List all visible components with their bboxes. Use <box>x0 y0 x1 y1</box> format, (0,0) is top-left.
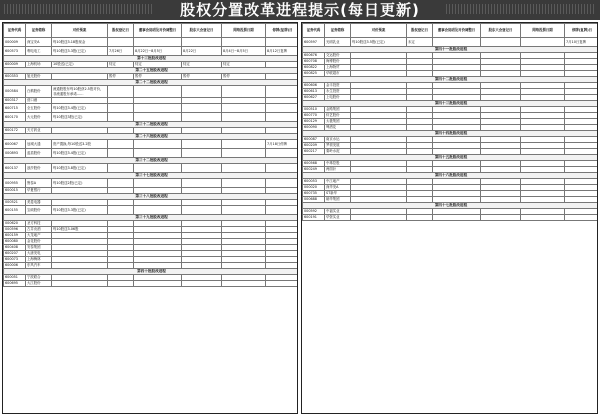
column-header: 董事会说明及对价调整日 <box>433 24 481 38</box>
table-cell <box>481 38 521 47</box>
table-cell <box>108 206 134 215</box>
table-cell <box>266 38 299 47</box>
table-cell: 每10股送3.3股(已定) <box>52 206 108 215</box>
table-cell <box>108 140 134 149</box>
table-cell: 600090 <box>303 125 325 131</box>
table-cell: 美菱电器 <box>26 200 52 206</box>
table-cell <box>182 179 222 188</box>
table-cell: 罗顿发展 <box>325 143 351 149</box>
table-cell: 600155 <box>4 206 26 215</box>
table-cell: 金丰投资 <box>325 83 351 89</box>
table-cell <box>222 206 266 215</box>
table-cell: 流通股股东每10股获2.5股对价，非流通股东承诺…… <box>52 86 108 98</box>
table-cell: 资产置换,每10股送3.2股 <box>52 140 108 149</box>
table-cell: 暂停 <box>222 74 266 80</box>
table-cell: 600087 <box>303 137 325 143</box>
table-cell: 600695 <box>4 281 26 287</box>
table-cell: 000020 <box>303 185 325 191</box>
table-row <box>4 47 299 56</box>
table-cell: 待定 <box>134 62 182 68</box>
table-cell: 古井贡酒 <box>26 227 52 233</box>
section-heading: 第四十批股改进程 <box>4 269 299 275</box>
table-cell: 600568 <box>303 161 325 167</box>
table-cell <box>266 86 299 98</box>
table-cell <box>134 149 182 158</box>
table-cell <box>266 113 299 122</box>
table-cell <box>182 104 222 113</box>
table-cell <box>108 86 134 98</box>
column-header: 证券简称 <box>325 24 351 38</box>
table-cell: 啤酒花 <box>325 125 351 131</box>
table-row <box>4 104 299 113</box>
table-cell: 7月18日停牌 <box>266 140 299 149</box>
page-title: 股权分置改革进程提示(每日更新) <box>180 1 420 19</box>
section-heading: 第四十一批股改进程 <box>303 47 599 53</box>
table-cell <box>134 104 182 113</box>
section-heading: 第三十九批股改进程 <box>4 215 299 221</box>
table-cell: 华资实业 <box>325 215 351 221</box>
right-reform-table <box>302 23 598 221</box>
table-cell: 600080 <box>4 239 26 245</box>
table-cell <box>222 164 266 173</box>
table-cell <box>108 38 134 47</box>
table-cell: 600137 <box>4 164 26 173</box>
column-header: 停牌(复牌)日 <box>565 24 599 38</box>
table-cell: 上海机场 <box>26 62 52 68</box>
table-cell: 上电股份 <box>325 95 351 101</box>
section-heading: 第四十四批股改进程 <box>303 131 599 137</box>
table-cell <box>182 38 222 47</box>
table-cell: 蓝盾股份 <box>26 149 52 158</box>
table-cell: 冠城大通 <box>26 140 52 149</box>
table-cell: 金花股份 <box>26 239 52 245</box>
table-row <box>4 149 299 158</box>
table-row <box>303 215 599 221</box>
table-cell <box>108 104 134 113</box>
column-header: 股东大会登记日 <box>182 24 222 38</box>
table-cell: 全五股份 <box>26 104 52 113</box>
table-cell: 600676 <box>303 53 325 59</box>
table-cell: 旭光股份 <box>26 74 52 80</box>
table-cell: 600606 <box>303 83 325 89</box>
table-cell <box>222 281 266 287</box>
table-cell: 每10股送3.8股(已定) <box>52 164 108 173</box>
section-heading: 第二十六批股改进程 <box>4 134 299 140</box>
section-heading: 第四十五批股改进程 <box>303 155 599 161</box>
column-header: 对价预案 <box>351 24 407 38</box>
table-cell <box>182 86 222 98</box>
table-cell <box>134 140 182 149</box>
table-cell: 600770 <box>303 113 325 119</box>
table-cell: 600627 <box>303 95 325 101</box>
table-cell: 000893 <box>4 149 26 158</box>
table-cell <box>521 215 565 221</box>
table-cell: 综艺股份 <box>325 113 351 119</box>
table-cell <box>134 86 182 98</box>
table-cell <box>521 38 565 47</box>
table-cell: 000521 <box>4 200 26 206</box>
table-cell: 600006 <box>4 263 26 269</box>
table-cell: 600353 <box>4 74 26 80</box>
section-heading: 第十三批股改进程 <box>4 56 299 62</box>
table-row <box>4 164 299 173</box>
table-cell: 每10股送3.4股(已定) <box>52 149 108 158</box>
column-header: 停牌(复牌)日 <box>266 24 299 38</box>
table-cell: 600249 <box>303 167 325 173</box>
table-cell <box>108 179 134 188</box>
column-header: 股权登记日 <box>407 24 433 38</box>
table-cell: 待定 <box>108 62 134 68</box>
table-cell <box>182 113 222 122</box>
table-cell <box>222 149 266 158</box>
table-cell: 海博股份 <box>325 59 351 65</box>
table-cell: 每10股送3.18股现金 <box>52 38 108 47</box>
table-row <box>4 38 299 47</box>
column-header: 证券代码 <box>303 24 325 38</box>
table-cell <box>134 164 182 173</box>
table-cell: 8月22日~8月5日 <box>134 47 182 56</box>
left-panel <box>2 22 298 414</box>
table-cell <box>222 179 266 188</box>
table-cell: 南京水运 <box>325 137 351 143</box>
table-cell <box>134 113 182 122</box>
table-cell: 600191 <box>303 215 325 221</box>
table-cell: 600708 <box>303 59 325 65</box>
table-cell: 大龙地产 <box>26 233 52 239</box>
table-cell: 8月4日~8月5日 <box>222 47 266 56</box>
table-row <box>4 140 299 149</box>
table-cell: 600015 <box>4 188 26 194</box>
table-cell: 大江股份 <box>26 281 52 287</box>
column-header: 网络投票日期 <box>521 24 565 38</box>
table-cell: 中福实业 <box>325 209 351 215</box>
table-cell: 待定 <box>222 62 266 68</box>
table-cell <box>52 281 108 287</box>
table-cell: 600408 <box>4 245 26 251</box>
table-row <box>4 179 299 188</box>
section-heading: 第三十二批股改进程 <box>4 158 299 164</box>
table-cell: 秦岭水泥 <box>325 149 351 155</box>
header-banner <box>0 0 600 20</box>
table-cell: 圣方科技 <box>26 221 52 227</box>
table-cell: 600170 <box>4 113 26 122</box>
table-cell: 浪莎股份 <box>26 164 52 173</box>
column-header: 网络投票日期 <box>222 24 266 38</box>
table-row <box>4 113 299 122</box>
table-cell: 暂停 <box>134 74 182 80</box>
table-cell: 600159 <box>4 233 26 239</box>
table-cell: 永生投资 <box>325 89 351 95</box>
table-cell: 大元股份 <box>26 113 52 122</box>
table-cell <box>351 215 407 221</box>
table-cell: 光明乳业 <box>325 38 351 47</box>
table-cell <box>134 206 182 215</box>
table-cell: 000584 <box>4 86 26 98</box>
table-cell: 600053 <box>303 179 325 185</box>
table-cell: 8月22日 <box>182 47 222 56</box>
section-heading: 第四十六批股改进程 <box>303 173 599 179</box>
table-cell: 000955 <box>4 179 26 188</box>
section-heading: 第四十二批股改进程 <box>303 77 599 83</box>
table-cell: 每10股送3.4股(已定) <box>52 104 108 113</box>
table-cell: 每10股送3.3股(已定) <box>52 47 108 56</box>
table-cell: 600207 <box>4 251 26 257</box>
table-cell: 600317 <box>4 98 26 104</box>
table-cell: 600573 <box>4 47 26 56</box>
table-cell: 000009 <box>4 38 26 47</box>
table-row <box>4 206 299 215</box>
table-cell <box>266 206 299 215</box>
table-cell <box>266 281 299 287</box>
table-cell: 白鹤股份 <box>26 86 52 98</box>
table-cell: 宝硕股份 <box>26 206 52 215</box>
table-cell: 利电电工 <box>26 47 52 56</box>
table-cell: 600129 <box>303 119 325 125</box>
table-cell: 深宝安A <box>26 38 52 47</box>
table-cell: 鲁泰A <box>26 179 52 188</box>
table-row <box>4 86 299 98</box>
table-cell: 每10股送3.06股 <box>52 227 108 233</box>
table-cell: 600172 <box>4 128 26 134</box>
table-cell <box>407 215 433 221</box>
table-cell <box>182 164 222 173</box>
section-heading: 第三十二批股改进程 <box>4 122 299 128</box>
table-cell <box>134 281 182 287</box>
table-cell: 7月10日复牌 <box>565 38 599 47</box>
table-row <box>4 281 299 287</box>
table-cell <box>134 179 182 188</box>
table-cell: 000510 <box>303 107 325 113</box>
table-cell <box>222 86 266 98</box>
table-cell <box>266 179 299 188</box>
table-cell: 600209 <box>303 143 325 149</box>
left-reform-table <box>3 23 298 287</box>
section-heading: 第二十五批股改进程 <box>4 68 299 74</box>
table-cell: 600051 <box>4 275 26 281</box>
table-cell: 600009 <box>4 62 26 68</box>
table-cell: 中珠控股 <box>325 161 351 167</box>
table-cell <box>108 113 134 122</box>
table-cell: 金路集团 <box>325 107 351 113</box>
table-cell: 未定 <box>407 38 433 47</box>
table-cell <box>108 164 134 173</box>
table-cell: 太极集团 <box>325 119 351 125</box>
section-heading: 第二十二批股改进程 <box>4 80 299 86</box>
right-panel <box>301 22 598 414</box>
table-cell: 朝华集团 <box>325 197 351 203</box>
table-cell: ST新华 <box>325 191 351 197</box>
table-cell: 上海物贸 <box>325 65 351 71</box>
column-header: 股东大会登记日 <box>481 24 521 38</box>
table-cell <box>182 149 222 158</box>
table-cell <box>222 140 266 149</box>
section-heading: 第三十七批股改进程 <box>4 173 299 179</box>
table-cell: 600825 <box>303 71 325 77</box>
table-cell: 安泰集团 <box>26 245 52 251</box>
column-header: 董事会说明及对价调整日 <box>134 24 182 38</box>
table-cell: 600822 <box>303 65 325 71</box>
table-cell: 600613 <box>303 89 325 95</box>
table-cell: 每10股送3.5股(已定) <box>351 38 407 47</box>
table-cell <box>266 104 299 113</box>
table-cell <box>182 206 222 215</box>
table-cell: 600073 <box>4 257 26 263</box>
section-heading: 第三十八批股改进程 <box>4 194 299 200</box>
table-cell: 000592 <box>303 209 325 215</box>
table-cell: 8月12日复牌 <box>266 47 299 56</box>
table-cell: 大唐发电 <box>26 251 52 257</box>
table-cell: 暂停 <box>108 74 134 80</box>
table-cell <box>266 164 299 173</box>
table-cell: 交运股份 <box>325 53 351 59</box>
table-cell: 东风汽车 <box>26 263 52 269</box>
table-cell: 每10股送2股(已定) <box>52 179 108 188</box>
column-header: 证券代码 <box>4 24 26 38</box>
section-heading: 第四十七批股改进程 <box>303 203 599 209</box>
table-cell: 7月26日 <box>108 47 134 56</box>
table-cell <box>565 215 599 221</box>
table-cell: 600735 <box>303 191 325 197</box>
table-cell: 宁波联合 <box>26 275 52 281</box>
table-cell <box>433 215 481 221</box>
table-row <box>303 38 599 47</box>
table-cell: 深华发A <box>325 185 351 191</box>
table-cell <box>222 104 266 113</box>
table-cell: 中江地产 <box>325 179 351 185</box>
table-cell: 待定 <box>182 62 222 68</box>
table-cell: 暂停 <box>182 74 222 80</box>
table-cell: 华夏银行 <box>26 188 52 194</box>
column-header: 证券简称 <box>26 24 52 38</box>
table-cell: 600597 <box>303 38 325 47</box>
table-cell <box>481 215 521 221</box>
table-cell: 华联超市 <box>325 71 351 77</box>
table-cell <box>182 281 222 287</box>
table-cell <box>182 140 222 149</box>
table-cell: 天方药业 <box>26 128 52 134</box>
table-cell: 600715 <box>4 104 26 113</box>
table-cell: 营口港 <box>26 98 52 104</box>
section-heading: 第四十三批股改进程 <box>303 101 599 107</box>
column-header: 股权登记日 <box>108 24 134 38</box>
table-cell <box>222 113 266 122</box>
table-cell <box>266 149 299 158</box>
table-cell: 000620 <box>4 221 26 227</box>
table-cell <box>108 281 134 287</box>
table-cell <box>108 149 134 158</box>
table-cell: 000596 <box>4 227 26 233</box>
table-cell: 10股送(已定) <box>52 62 108 68</box>
table-cell <box>134 38 182 47</box>
table-cell: 两面针 <box>325 167 351 173</box>
table-cell: 600217 <box>303 149 325 155</box>
table-cell: 每10股送3股(已定) <box>52 113 108 122</box>
table-cell: 000688 <box>303 197 325 203</box>
table-cell: 上海梅林 <box>26 257 52 263</box>
column-header: 对价预案 <box>52 24 108 38</box>
table-cell: 600067 <box>4 140 26 149</box>
table-cell <box>433 38 481 47</box>
table-cell <box>222 38 266 47</box>
